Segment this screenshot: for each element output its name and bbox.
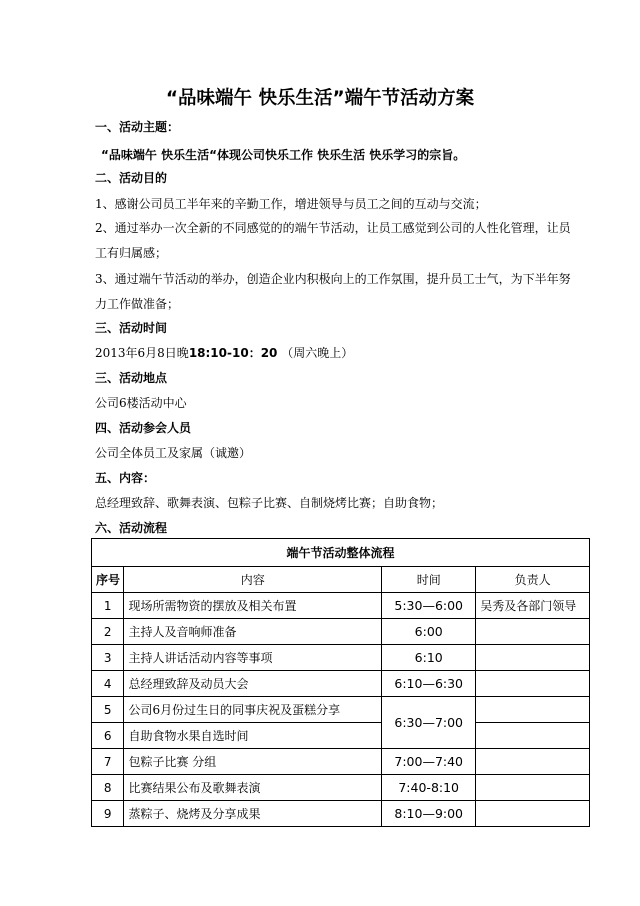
row-content: 自助食物水果自选时间: [124, 723, 382, 749]
table-row: [92, 671, 590, 697]
table-header-row: [92, 567, 590, 593]
row-content: 主持人及音响师准备: [124, 619, 382, 645]
row-content: 蒸粽子、烧烤及分享成果: [124, 801, 382, 827]
row-content: 包粽子比赛 分组: [124, 749, 382, 775]
table-caption: 端午节活动整体流程: [92, 539, 590, 567]
purpose-point-2-line-2: 工有归属感；: [95, 246, 168, 260]
row-no: 5: [92, 697, 124, 723]
row-content: 主持人讲话活动内容等事项: [124, 645, 382, 671]
table-row: [92, 801, 590, 827]
row-time: 7:40-8:10: [382, 775, 476, 801]
purpose-point-3-line-2: 力工作做准备；: [95, 297, 180, 311]
row-no: 3: [92, 645, 124, 671]
header-no: 序号: [92, 567, 124, 593]
row-no: 9: [92, 801, 124, 827]
row-owner: [476, 619, 590, 645]
row-content: 公司6月份过生日的同事庆祝及蛋糕分享: [124, 697, 382, 723]
header-time: 时间: [382, 567, 476, 593]
row-owner: [476, 801, 590, 827]
table-caption-row: [92, 539, 590, 567]
section-location-text: 公司6楼活动中心: [95, 396, 187, 410]
row-no: 7: [92, 749, 124, 775]
row-owner: [476, 645, 590, 671]
row-time: 7:00—7:40: [382, 749, 476, 775]
row-time: 6:00: [382, 619, 476, 645]
row-owner: 吴秀及各部门领导: [476, 593, 590, 619]
section-location-heading: 三、活动地点: [95, 371, 168, 385]
flow-table: [91, 538, 590, 827]
purpose-point-1: 1、感谢公司员工半年来的辛勤工作，增进领导与员工之间的互动与交流；: [95, 197, 487, 211]
section-theme-heading: 一、活动主题：: [95, 120, 180, 134]
row-time: 6:30—7:00: [382, 697, 476, 749]
table-row: [92, 723, 590, 749]
event-time-note: （周六晚上）: [281, 346, 354, 360]
purpose-point-2-line-1: 2、通过举办一次全新的不同感觉的的端午节活动，让员工感觉到公司的人性化管理，让员: [95, 221, 571, 235]
section-attendees-heading: 四、活动参会人员: [95, 421, 192, 435]
table-row: [92, 749, 590, 775]
row-no: 4: [92, 671, 124, 697]
row-content: 现场所需物资的摆放及相关布置: [124, 593, 382, 619]
row-content: 比赛结果公布及歌舞表演: [124, 775, 382, 801]
row-owner: [476, 723, 590, 749]
row-owner: [476, 775, 590, 801]
row-time: 6:10—6:30: [382, 671, 476, 697]
section-content-heading: 五、内容：: [95, 471, 156, 485]
row-no: 8: [92, 775, 124, 801]
row-no: 2: [92, 619, 124, 645]
row-owner: [476, 671, 590, 697]
row-content: 总经理致辞及动员大会: [124, 671, 382, 697]
theme-text: “品味端午 快乐生活“体现公司快乐工作 快乐生活 快乐学习的宗旨。: [101, 148, 466, 162]
header-owner: 负责人: [476, 567, 590, 593]
row-time: 6:10: [382, 645, 476, 671]
table-row: [92, 619, 590, 645]
table-row: [92, 697, 590, 723]
section-content-text: 总经理致辞、歌舞表演、包粽子比赛、自制烧烤比赛；自助食物；: [95, 496, 444, 510]
section-flow-heading: 六、活动流程: [95, 521, 168, 535]
event-date: 2013年6月8日晚: [95, 346, 189, 360]
purpose-point-3-line-1: 3、通过端午节活动的举办，创造企业内积极向上的工作氛围，提升员工士气，为下半年努: [95, 272, 571, 286]
row-time: 5:30—6:00: [382, 593, 476, 619]
row-owner: [476, 749, 590, 775]
header-content: 内容: [124, 567, 382, 593]
table-row: [92, 775, 590, 801]
section-time-text: [95, 344, 353, 361]
row-no: 6: [92, 723, 124, 749]
row-no: 1: [92, 593, 124, 619]
section-theme-text: [101, 146, 465, 163]
table-row: [92, 593, 590, 619]
row-owner: [476, 697, 590, 723]
event-time: 18:10-10：20: [188, 346, 278, 360]
section-purpose-heading: 二、活动目的: [95, 171, 168, 185]
row-time: 8:10—9:00: [382, 801, 476, 827]
section-time-heading: 三、活动时间: [95, 321, 168, 335]
table-row: [92, 645, 590, 671]
document-title: “品味端午 快乐生活”端午节活动方案: [165, 88, 475, 109]
section-attendees-text: 公司全体员工及家属（诚邀）: [95, 446, 252, 460]
